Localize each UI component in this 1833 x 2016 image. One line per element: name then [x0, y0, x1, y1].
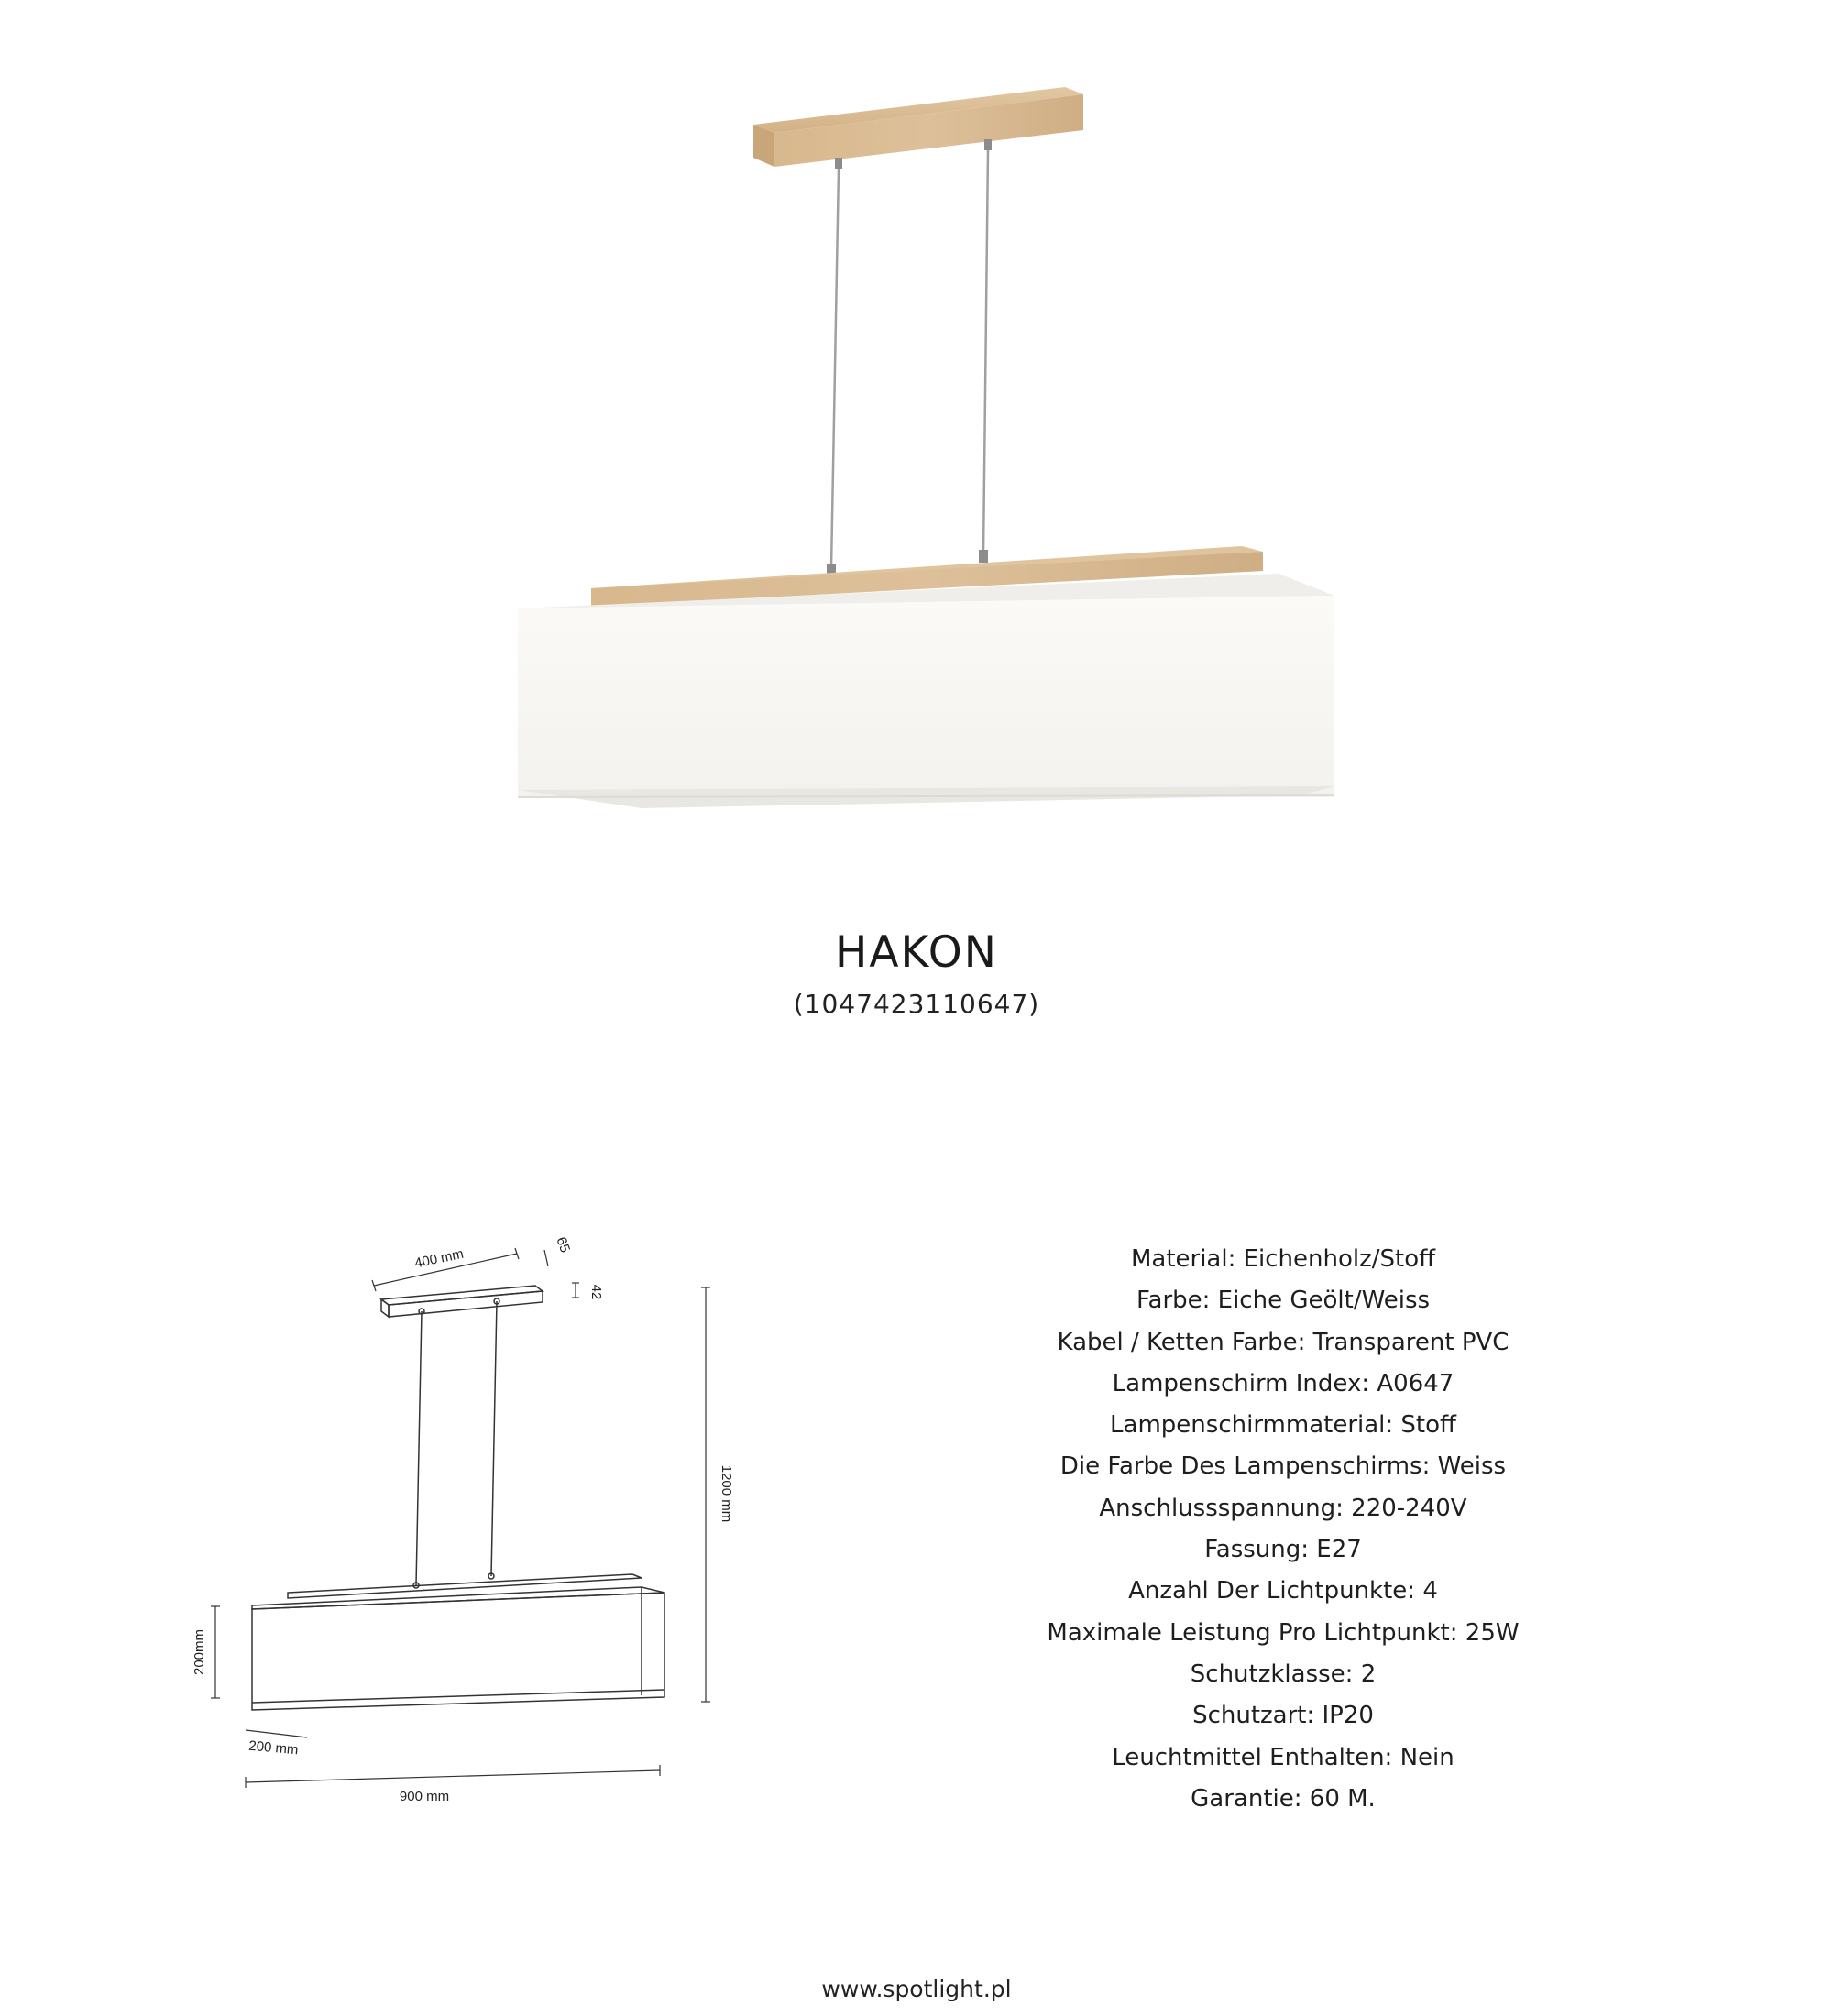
product-photo: [0, 0, 1833, 880]
suspension-cables: [827, 139, 992, 576]
spec-shade-material: Lampenschirmmaterial: Stoff: [1110, 1411, 1456, 1440]
spec-max-power: Maximale Leistung Pro Lichtpunkt: 25W: [1047, 1618, 1520, 1647]
product-name: HAKON: [835, 927, 998, 978]
drawing-lines: [252, 1286, 664, 1710]
spec-list: [1008, 1239, 1558, 1820]
spec-color: Farbe: Eiche Geölt/Weiss: [1136, 1287, 1431, 1315]
product-code: (1047423110647): [793, 989, 1040, 1019]
spec-shade-index: Lampenschirm Index: A0647: [1112, 1369, 1454, 1397]
spec-socket: Fassung: E27: [1204, 1536, 1362, 1564]
lamp-shade: [518, 574, 1334, 808]
spec-material: Material: Eichenholz/Stoff: [1130, 1245, 1436, 1273]
dimension-lines: [211, 1245, 710, 1788]
spec-bulbs-included: Leuchtmittel Enthalten: Nein: [1112, 1743, 1454, 1771]
spec-warranty: Garantie: 60 M.: [1191, 1784, 1376, 1813]
dim-total-width: 900 mm: [399, 1789, 450, 1804]
spec-shade-color: Die Farbe Des Lampenschirms: Weiss: [1059, 1452, 1507, 1481]
dim-shade-height: 200mm: [192, 1628, 207, 1676]
spec-voltage: Anschlussspannung: 220-240V: [1099, 1494, 1467, 1522]
ceiling-canopy: [753, 87, 1083, 167]
spec-ip-rating: Schutzart: IP20: [1192, 1702, 1374, 1730]
title-block: [0, 926, 1833, 1023]
dimension-drawing: [165, 1210, 862, 1851]
dim-total-height: 1200 mm: [719, 1464, 734, 1523]
dim-height-top: 42: [588, 1284, 604, 1300]
spec-cable-color: Kabel / Ketten Farbe: Transparent PVC: [1057, 1328, 1509, 1356]
dim-shade-depth: 200 mm: [247, 1737, 300, 1759]
dim-width-top: 400 mm: [412, 1245, 466, 1272]
footer-url[interactable]: www.spotlight.pl: [821, 1976, 1012, 2002]
spec-protection-class: Schutzklasse: 2: [1190, 1660, 1377, 1688]
spec-light-points: Anzahl Der Lichtpunkte: 4: [1128, 1577, 1438, 1605]
dim-depth-top: 65: [553, 1234, 574, 1255]
